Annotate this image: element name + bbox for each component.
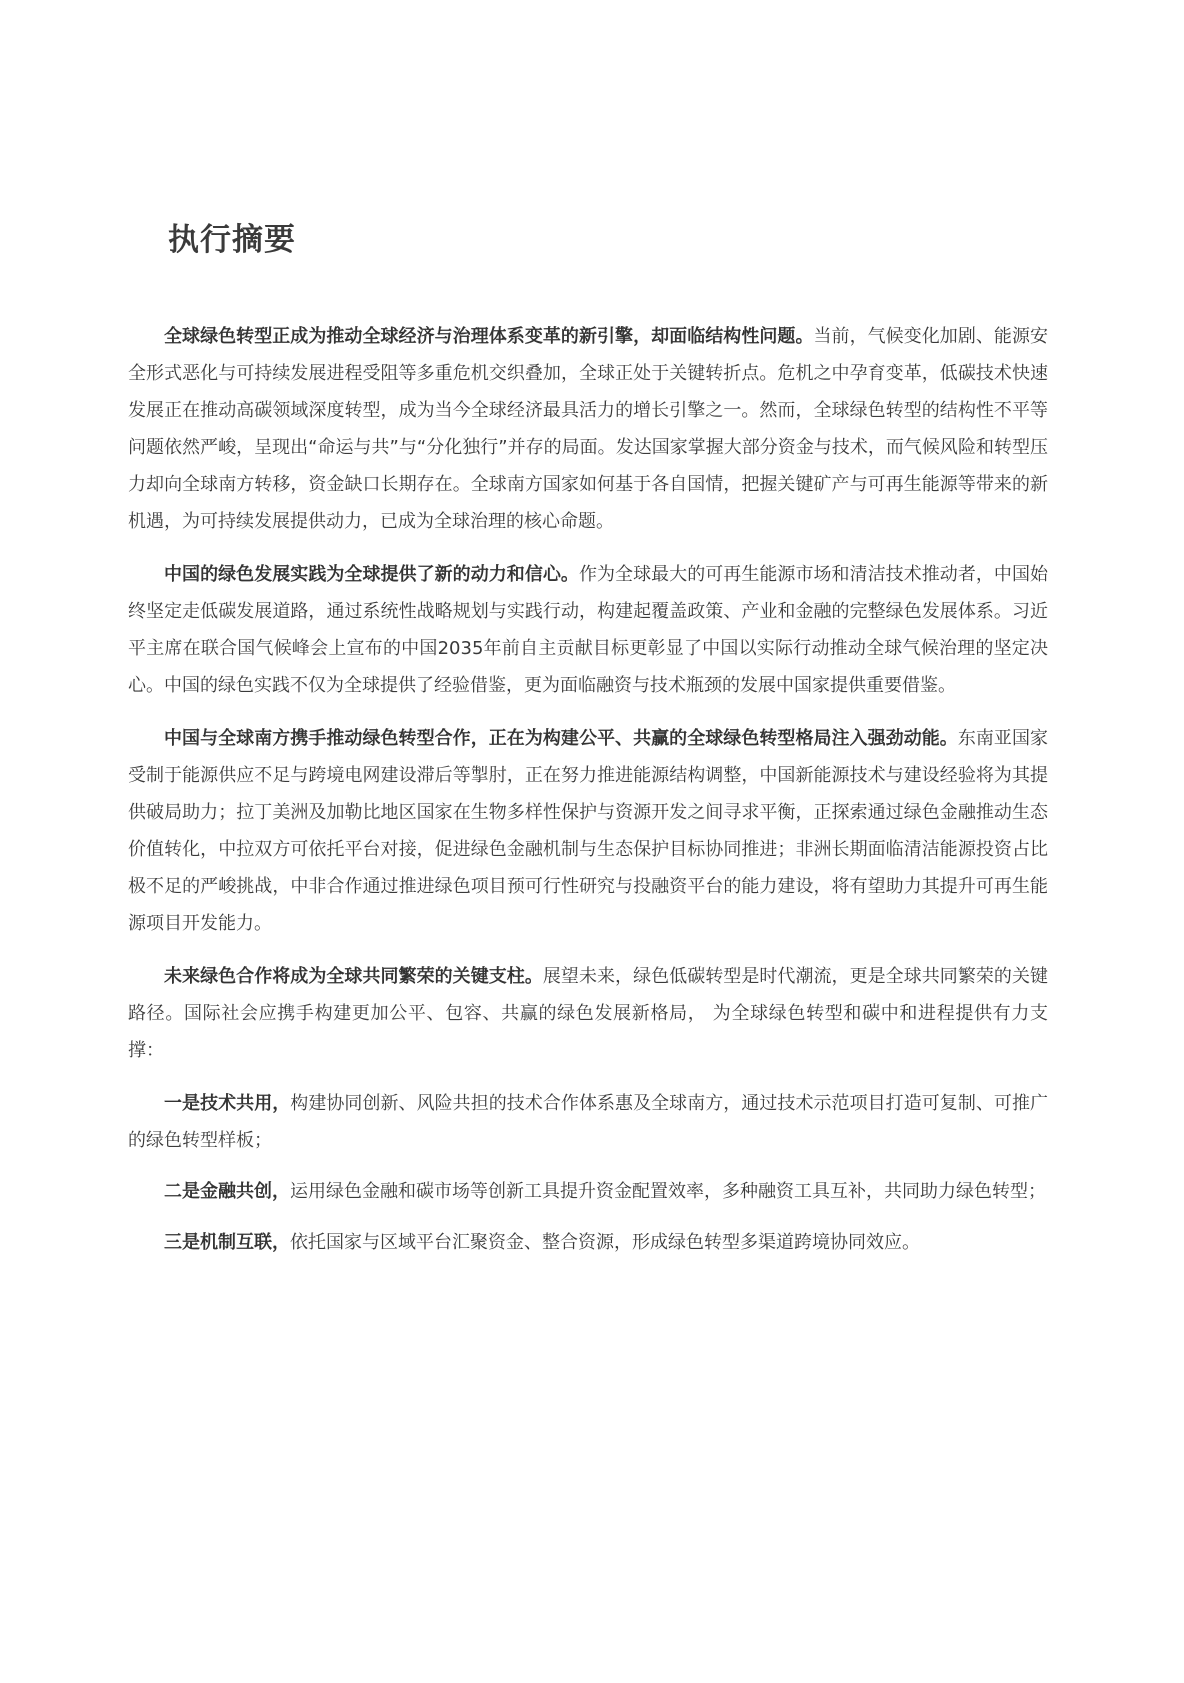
list-item-text: 运用绿色金融和碳市场等创新工具提升资金配置效率，多种融资工具互补，共同助力绿色转型；: [290, 1181, 1046, 1202]
paragraph-global-green-transition: [128, 318, 1048, 540]
list-item-lead: 二是金融共创，: [164, 1181, 290, 1202]
list-item-text: 依托国家与区域平台汇聚资金、整合资源，形成绿色转型多渠道跨境协同效应。: [290, 1232, 920, 1253]
paragraph-global-south-cooperation: [128, 720, 1048, 942]
list-item-text: 构建协同创新、风险共担的技术合作体系惠及全球南方，通过技术示范项目打造可复制、可推广的绿色转型样板；: [128, 1093, 1049, 1151]
paragraph-future-green-cooperation: [128, 958, 1048, 1069]
list-item-mechanism-interconnection: [128, 1224, 1048, 1261]
paragraph-lead: 中国的绿色发展实践为全球提供了新的动力和信心。: [164, 564, 579, 585]
paragraph-lead: 未来绿色合作将成为全球共同繁荣的关键支柱。: [164, 966, 543, 987]
paragraph-text: 展望未来，绿色低碳转型是时代潮流，更是全球共同繁荣的关键路径。国际社会应携手构建更加公平、包容、共赢的绿色发展新格局， 为全球绿色转型和碳中和进程提供有力支撑：: [128, 966, 1048, 1061]
paragraph-lead: 中国与全球南方携手推动绿色转型合作，正在为构建公平、共赢的全球绿色转型格局注入强劲动能。: [164, 728, 958, 749]
document-body: [128, 318, 1048, 1275]
paragraph-text: 东南亚国家受制于能源供应不足与跨境电网建设滞后等掣肘，正在努力推进能源结构调整，中国新能源技术与建设经验将为其提供破局助力；拉丁美洲及加勒比地区国家在生物多样性保护与资源开发之间寻求平衡，正探索通过绿色金融推动生态价值转化，中拉双方可依托平台对接，促进绿色金融机制与生态保护目标协同推进；非洲长期面临清洁能源投资占比极不足的严峻挑战，中非合作通过推进绿色项目预可行性研究与投融资平台的能力建设，将有望助力其提升可再生能源项目开发能力。: [128, 728, 1049, 934]
paragraph-lead: 全球绿色转型正成为推动全球经济与治理体系变革的新引擎，却面临结构性问题。: [164, 326, 814, 347]
paragraph-china-green-practice: [128, 556, 1048, 704]
list-item-finance-co-creation: [128, 1173, 1048, 1210]
list-item-lead: 一是技术共用，: [164, 1093, 291, 1114]
paragraph-text: 作为全球最大的可再生能源市场和清洁技术推动者，中国始终坚定走低碳发展道路，通过系统性战略规划与实践行动，构建起覆盖政策、产业和金融的完整绿色发展体系。习近平主席在联合国气候峰会上宣布的中国2035年前自主贡献目标更彰显了中国以实际行动推动全球气候治理的坚定决心。中国的绿色实践不仅为全球提供了经验借鉴，更为面临融资与技术瓶颈的发展中国家提供重要借鉴。: [128, 564, 1049, 696]
list-item-technology-sharing: [128, 1085, 1048, 1159]
list-item-lead: 三是机制互联，: [164, 1232, 290, 1253]
paragraph-text: 当前，气候变化加剧、能源安全形式恶化与可持续发展进程受阻等多重危机交织叠加，全球正处于关键转折点。危机之中孕育变革，低碳技术快速发展正在推动高碳领域深度转型，成为当今全球经济最具活力的增长引擎之一。然而，全球绿色转型的结构性不平等问题依然严峻，呈现出“命运与共”与“分化独行”并存的局面。发达国家掌握大部分资金与技术，而气候风险和转型压力却向全球南方转移，资金缺口长期存在。全球南方国家如何基于各自国情，把握关键矿产与可再生能源等带来的新机遇，为可持续发展提供动力，已成为全球治理的核心命题。: [128, 326, 1048, 532]
page-title: 执行摘要: [168, 222, 296, 258]
